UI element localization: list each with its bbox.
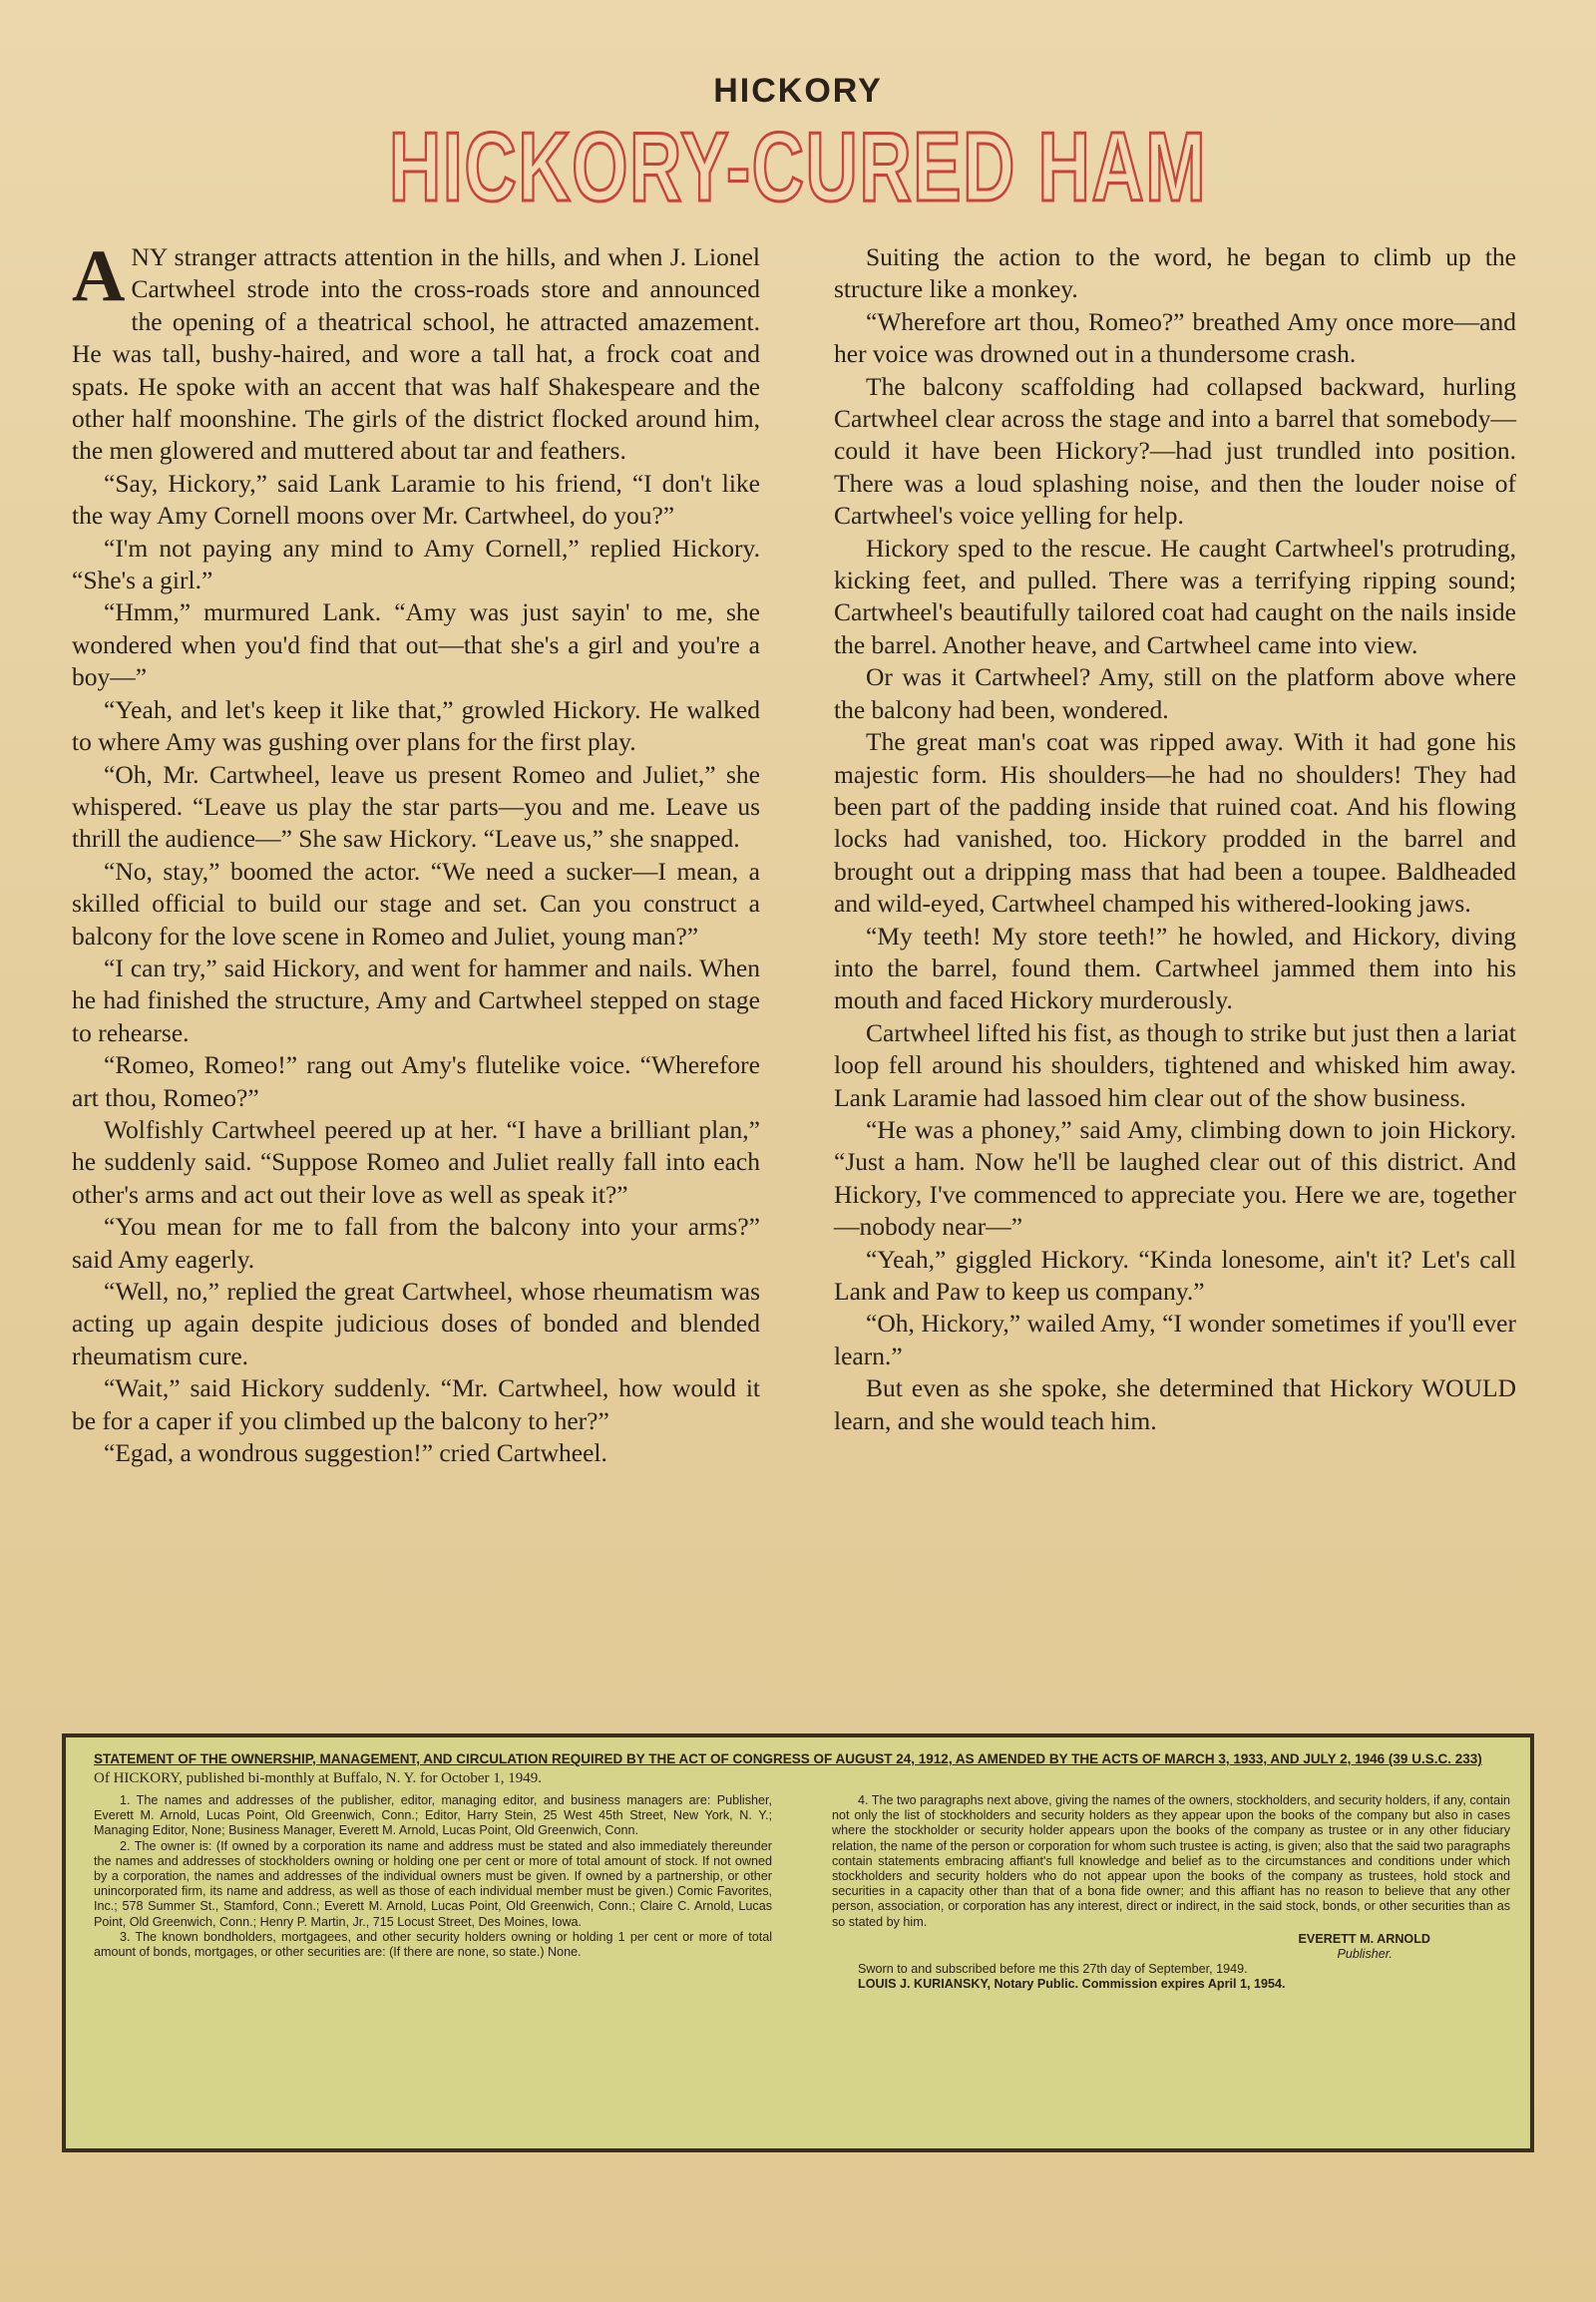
story-paragraph: “I can try,” said Hickory, and went for hammer and nails. When he had finished the structure, Amy and Cartwheel stepped on stage to rehearse. bbox=[72, 953, 760, 1047]
story-paragraph: “Romeo, Romeo!” rang out Amy's flutelike voice. “Wherefore art thou, Romeo?” bbox=[72, 1050, 760, 1112]
statement-paragraph: 2. The owner is: (If owned by a corporation its name and address must be stated and also immediately thereunder the names and addresses of stockholders owning or holding one per cent or more of total amount of stock. If not owned by a corporation, the names and addresses of the individual owners must be given. If owned by a partnership, or other unincorporated firm, its name and address, as well as those of each individual member must be given.) Comic Favorites, Inc.; 578 Summer St., Stamford, Conn.; Everett M. Arnold, Lucas Point, Old Greenwich, Conn.; Claire C. Arnold, Lucas Point, Old Greenwich, Conn.; Henry P. Martin, Jr., 715 Locust Street, Des Moines, Iowa. bbox=[94, 1838, 772, 1929]
story-paragraph: “Oh, Mr. Cartwheel, leave us present Romeo and Juliet,” she whispered. “Leave us play the star parts—you and me. Leave us thrill the audience—” She saw Hickory. “Leave us,” she snapped. bbox=[72, 759, 760, 854]
story-paragraph: The balcony scaffolding had collapsed backward, hurling Cartwheel clear across the stage and into a barrel that somebody—could it have been Hickory?—had just trundled into position. There was a loud splashing noise, and then the louder noise of Cartwheel's voice yelling for help. bbox=[834, 371, 1516, 531]
story-paragraph: “I'm not paying any mind to Amy Cornell,” replied Hickory. “She's a girl.” bbox=[72, 533, 760, 595]
ownership-statement-box bbox=[62, 1733, 1534, 2152]
statement-column-right bbox=[832, 1793, 1510, 1993]
story-paragraph: “Well, no,” replied the great Cartwheel, whose rheumatism was acting up again despite judicious doses of bonded and blended rheumatism cure. bbox=[72, 1277, 760, 1370]
drop-cap: A bbox=[72, 235, 126, 317]
story-paragraph: “Hmm,” murmured Lank. “Amy was just sayin' to me, she wondered when you'd find that out—that she's a girl and you're a boy—” bbox=[72, 597, 760, 692]
story-paragraph: “Wherefore art thou, Romeo?” breathed Amy once more—and her voice was drowned out in a thundersome crash. bbox=[834, 306, 1516, 369]
story-paragraph: “Say, Hickory,” said Lank Laramie to his friend, “I don't like the way Amy Cornell moons over Mr. Cartwheel, do you?” bbox=[72, 468, 760, 531]
story-title: HICKORY-CURED HAM bbox=[388, 112, 1208, 221]
signature-title: Publisher. bbox=[1337, 1947, 1393, 1962]
statement-subheading: Of HICKORY, published bi-monthly at Buffalo, N. Y. for October 1, 1949. bbox=[94, 1770, 542, 1786]
story-paragraph: But even as she spoke, she determined that Hickory WOULD learn, and she would teach him. bbox=[834, 1373, 1516, 1435]
notary-line: LOUIS J. KURIANSKY, Notary Public. Commission expires April 1, 1954. bbox=[858, 1977, 1286, 1992]
story-paragraph: “Yeah,” giggled Hickory. “Kinda lonesome, ain't it? Let's call Lank and Paw to keep us company.” bbox=[834, 1244, 1516, 1306]
story-paragraph: Or was it Cartwheel? Amy, still on the platform above where the balcony had been, wondered. bbox=[834, 662, 1516, 724]
story-column-right bbox=[834, 241, 1516, 1437]
story-paragraph: “Yeah, and let's keep it like that,” growled Hickory. He walked to where Amy was gushing over plans for the first play. bbox=[72, 694, 760, 757]
story-paragraph: Hickory sped to the rescue. He caught Cartwheel's protruding, kicking feet, and pulled. There was a terrifying ripping sound; Cartwheel's beautifully tailored coat had caught on the nails inside the barrel. Another heave, and Cartwheel came into view. bbox=[834, 533, 1516, 659]
statement-paragraph: 1. The names and addresses of the publisher, editor, managing editor, and business managers are: Publisher, Everett M. Arnold, Lucas Point, Old Greenwich, Conn.; Editor, Harry Stein, 25 West 45th Street, New York, N. Y.; Managing Editor, None; Business Manager, Everett M. Arnold, Lucas Point, Old Greenwich, Conn. bbox=[94, 1793, 772, 1838]
story-paragraph: Suiting the action to the word, he began to climb up the structure like a monkey. bbox=[834, 242, 1516, 304]
story-paragraph: “Wait,” said Hickory suddenly. “Mr. Cartwheel, how would it be for a caper if you climbed up the balcony to her?” bbox=[72, 1373, 760, 1435]
story-column-left bbox=[72, 235, 760, 1469]
signature-name: EVERETT M. ARNOLD bbox=[1298, 1931, 1430, 1946]
sworn-statement: Sworn to and subscribed before me this 27th day of September, 1949. bbox=[858, 1962, 1248, 1977]
story-paragraph: “He was a phoney,” said Amy, climbing down to join Hickory. “Just a ham. Now he'll be laughed clear out of this district. And Hickory, I've commenced to appreciate you. Here we are, together—nobody near—” bbox=[834, 1114, 1516, 1242]
story-paragraph: “Egad, a wondrous suggestion!” cried Cartwheel. bbox=[104, 1438, 607, 1468]
story-paragraph: Wolfishly Cartwheel peered up at her. “I have a brilliant plan,” he suddenly said. “Suppose Romeo and Juliet really fall into each other's arms and act out their love as well as speak it?” bbox=[72, 1114, 760, 1209]
statement-paragraph: 4. The two paragraphs next above, giving the names of the owners, stockholders, and security holders, if any, contain not only the list of stockholders and security holders as they appear upon the books of the company but also in cases where the stockholder or security holder appears upon the books of the company as trustee or in any other fiduciary relation, the name of the person or corporation for whom such trustee is acting, is given; also that the said two paragraphs contain statements embracing affiant's full knowledge and belief as to the circumstances and conditions under which stockholders and security holders who do not appear upon the books of the company as trustees, hold stock and securities in a capacity other than that of a bona fide owner; and this affiant has no reason to believe that any other person, association, or corporation has any interest, direct or indirect, in the said stock, bonds, or other securities than as so stated by him. bbox=[832, 1793, 1510, 1929]
story-paragraph: “Oh, Hickory,” wailed Amy, “I wonder sometimes if you'll ever learn.” bbox=[834, 1309, 1516, 1370]
story-paragraph: “My teeth! My store teeth!” he howled, and Hickory, diving into the barrel, found them. Cartwheel jammed them into his mouth and faced Hickory murderously. bbox=[834, 921, 1516, 1015]
story-paragraph: Cartwheel lifted his fist, as though to strike but just then a lariat loop fell around his shoulders, tightened and whisked him away. Lank Laramie had lassoed him clear out of the show business. bbox=[834, 1017, 1516, 1112]
story-paragraph: “You mean for me to fall from the balcony into your arms?” said Amy eagerly. bbox=[72, 1212, 760, 1274]
series-title: HICKORY bbox=[713, 72, 883, 110]
story-paragraph: “No, stay,” boomed the actor. “We need a sucker—I mean, a skilled official to build our stage and set. Can you construct a balcony for the love scene in Romeo and Juliet, young man?” bbox=[72, 856, 760, 951]
statement-paragraph: 3. The known bondholders, mortgagees, and other security holders owning or holding 1 per cent or more of total amount of bonds, mortgages, or other securities are: (If there are none, so state.) None. bbox=[94, 1929, 772, 1960]
statement-heading: STATEMENT OF THE OWNERSHIP, MANAGEMENT, AND CIRCULATION REQUIRED BY THE ACT OF CONGRESS OF AUGUST 24, 1912, AS AMENDED BY THE ACTS OF MARCH 3, 1933, AND JULY 2, 1946 (39 U.S.C. 233) bbox=[94, 1751, 1482, 1766]
statement-column-left bbox=[94, 1793, 772, 1960]
story-paragraph: The great man's coat was ripped away. With it had gone his majestic form. His shoulders—he had no shoulders! They had been part of the padding inside that ruined coat. And his flowing locks had vanished, too. Hickory prodded in the barrel and brought out a dripping mass that had been a toupee. Baldheaded and wild-eyed, Cartwheel champed his withered-looking jaws. bbox=[834, 727, 1516, 919]
story-paragraph: ANY stranger attracts attention in the hills, and when J. Lionel Cartwheel strode into the cross-roads store and announced the opening of a theatrical school, he attracted amazement. He was tall, bushy-haired, and wore a tall hat, a frock coat and spats. He spoke with an accent that was half Shakespeare and the other half moonshine. The girls of the district flocked around him, the men glowered and muttered about tar and feathers. bbox=[72, 235, 760, 466]
